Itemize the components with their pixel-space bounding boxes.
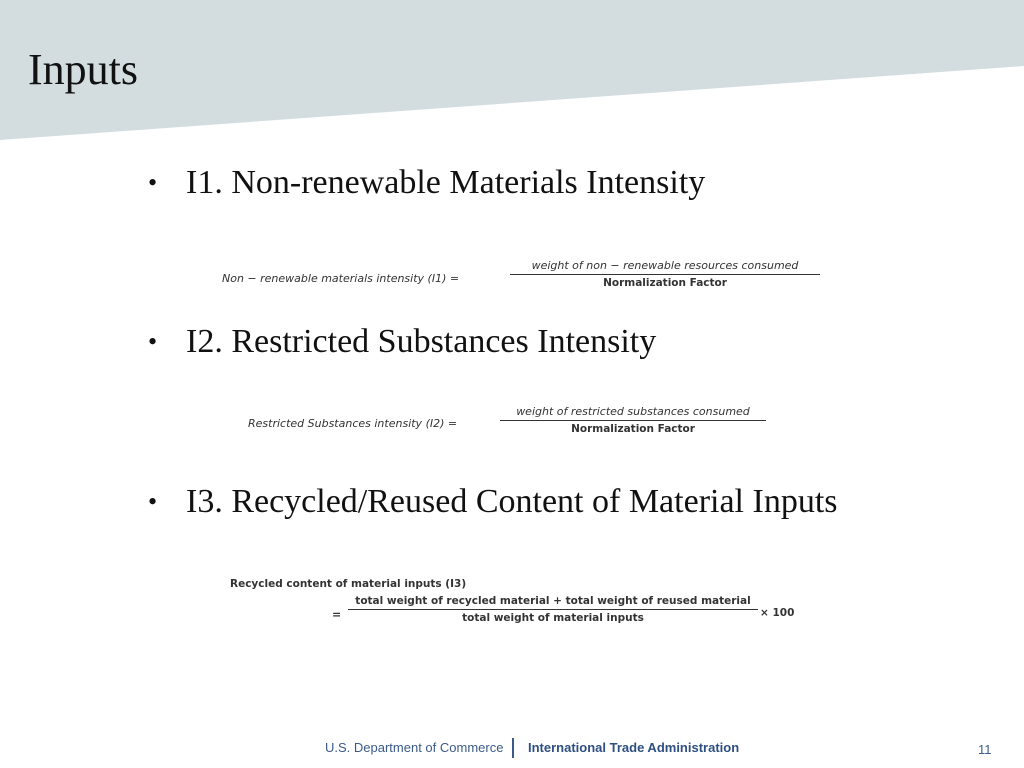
- equation-denominator: Normalization Factor: [603, 277, 727, 289]
- footer-department: U.S. Department of Commerce: [325, 740, 504, 755]
- equation-denominator: Normalization Factor: [571, 423, 695, 435]
- equation-denominator: total weight of material inputs: [462, 612, 644, 624]
- equation-numerator: weight of non − renewable resources consumed: [531, 259, 799, 272]
- bullet-text: I3. Recycled/Reused Content of Material Inputs: [186, 483, 838, 520]
- equation-i2: [248, 405, 768, 445]
- bullet-text: I2. Restricted Substances Intensity: [186, 323, 657, 360]
- equation-equals-sign: =: [332, 608, 342, 621]
- bullet-marker: •: [148, 487, 158, 516]
- equation-lhs: Restricted Substances intensity (I2) =: [248, 417, 458, 430]
- bullet-marker: •: [148, 168, 158, 197]
- fraction-bar: [348, 609, 758, 610]
- equation-lhs: Non − renewable materials intensity (I1) =: [222, 272, 460, 285]
- equation-lhs: Recycled content of material inputs (I3): [230, 578, 467, 590]
- equation-fraction: [348, 595, 758, 624]
- footer-agency: International Trade Administration: [528, 740, 740, 755]
- equation-numerator: weight of restricted substances consumed: [516, 405, 750, 418]
- equation-fraction: [500, 405, 766, 435]
- footer-separator: [512, 738, 514, 758]
- equation-fraction: [510, 259, 820, 289]
- bullet-marker: •: [148, 327, 158, 356]
- fraction-bar: [510, 274, 820, 275]
- equation-i3: [230, 578, 810, 634]
- bullet-text: I1. Non-renewable Materials Intensity: [186, 164, 706, 201]
- footer: [0, 738, 1024, 762]
- header-band: [0, 0, 1024, 145]
- fraction-bar: [500, 420, 766, 421]
- equation-numerator: total weight of recycled material + total weight of reused material: [355, 595, 751, 607]
- equation-i1: [222, 259, 822, 299]
- equation-multiplier: × 100: [760, 607, 795, 619]
- slide-title: Inputs: [28, 45, 138, 94]
- page-number: 11: [978, 742, 992, 757]
